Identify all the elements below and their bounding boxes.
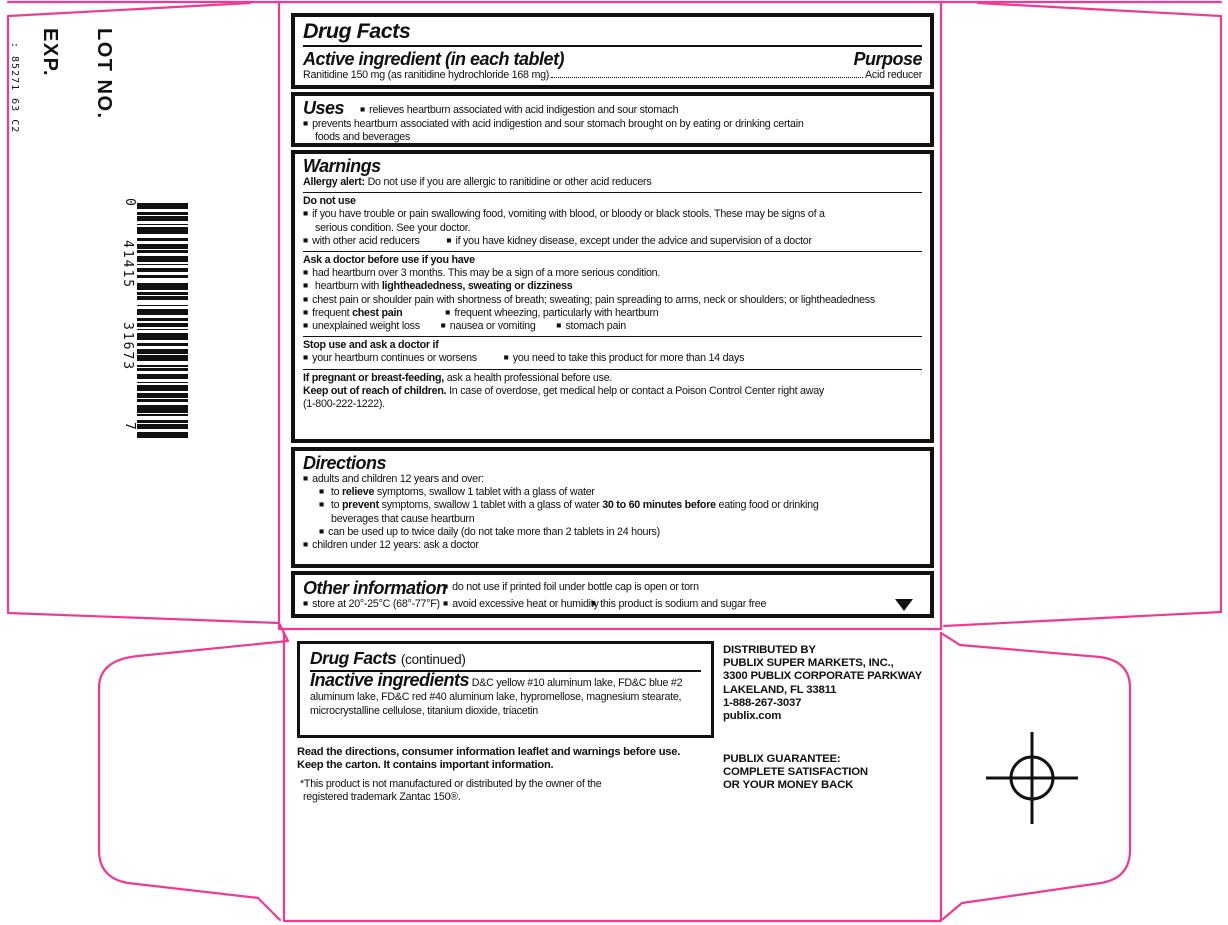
directions-box	[291, 447, 934, 568]
read-directions-line: Read the directions, consumer information leaflet and warnings before use.	[297, 746, 681, 758]
do-not-use-item: ■ if you have trouble or pain swallowing food, vomiting with blood, or bloody or black stools. These may be signs of a	[303, 208, 922, 221]
barcode-bar	[137, 333, 188, 340]
drug-facts-title: Drug Facts	[303, 19, 411, 43]
directions-bold: 30 to 60 minutes before	[602, 499, 716, 512]
uses-item: ■ prevents heartburn associated with acid indigestion and sour stomach brought on by eating or drinking certain	[303, 118, 922, 131]
guarantee-line: COMPLETE SATISFACTION	[723, 766, 868, 779]
barcode-bar	[137, 283, 188, 290]
barcode-bar	[137, 399, 188, 402]
do-not-use-item: ■ if you have kidney disease, except under the advice and supervision of a doctor	[446, 235, 811, 247]
barcode-bar	[137, 203, 188, 209]
ask-doctor-item-row	[303, 307, 922, 320]
barcode-bar	[137, 368, 188, 371]
distributor-line: LAKELAND, FL 33811	[723, 683, 837, 696]
distributor-phone: 1-888-267-3037	[723, 696, 802, 709]
directions-item: ■ adults and children 12 years and over:	[303, 473, 922, 486]
ask-doctor-item-row	[303, 320, 922, 333]
other-information-title: Other information	[303, 578, 447, 598]
barcode-bar	[137, 250, 188, 253]
distributor-line: PUBLIX SUPER MARKETS, INC.,	[723, 657, 894, 670]
divider	[303, 369, 922, 370]
divider	[303, 336, 922, 337]
warnings-box	[291, 150, 934, 443]
barcode-bar	[137, 238, 188, 241]
keep-out-of-reach-text: In case of overdose, get medical help or contact a Poison Control Center right away	[449, 384, 824, 397]
pregnant-text: ask a health professional before use.	[446, 371, 613, 384]
distributor-line: DISTRIBUTED BY	[723, 644, 816, 656]
active-ingredient-row	[303, 69, 922, 82]
ask-doctor-item-bold: chest pain	[352, 306, 403, 319]
directions-text: symptoms, swallow 1 tablet with a glass of water	[374, 486, 595, 499]
stop-use-title: Stop use and ask a doctor if	[303, 339, 439, 352]
divider	[303, 192, 922, 193]
directions-text: symptoms, swallow 1 tablet with a glass of water	[378, 499, 603, 512]
barcode-bar	[137, 227, 188, 234]
do-not-use-item-row	[303, 235, 922, 248]
do-not-use-title: Do not use	[303, 195, 356, 208]
barcode-bar	[137, 385, 188, 391]
stop-use-item: ■ you need to take this product for more than 14 days	[504, 352, 745, 364]
ask-doctor-item: ■ stomach pain	[556, 320, 626, 332]
uses-first-line	[303, 98, 922, 118]
directions-bold: relieve	[342, 486, 375, 499]
barcode-bar	[137, 268, 188, 272]
directions-text: eating food or drinking	[715, 499, 819, 512]
purpose-value: Acid reducer	[865, 69, 922, 81]
ask-doctor-title: Ask a doctor before use if you have	[303, 254, 475, 267]
ask-doctor-item: ■ had heartburn over 3 months. This may be a sign of a more serious condition.	[303, 267, 922, 280]
inactive-ingredients-paragraph	[310, 670, 701, 718]
pregnant-line	[303, 372, 922, 385]
barcode-digits-right: 31673	[120, 322, 135, 372]
uses-title: Uses	[303, 98, 345, 118]
allergy-alert-label: Allergy alert:	[303, 176, 365, 188]
keep-carton-line: Keep the carton. It contains important information.	[297, 759, 554, 771]
upc-barcode	[137, 203, 188, 439]
keep-out-of-reach-label: Keep out of reach of children.	[303, 384, 447, 397]
barcode-bar	[137, 432, 188, 438]
dieline-left-tuck-flap	[99, 641, 288, 920]
other-information-item: ■ do not use if printed foil under bottle cap is open or torn	[443, 581, 699, 594]
barcode-bar	[137, 323, 188, 327]
do-not-use-item: ■ with other acid reducers	[303, 235, 420, 247]
directions-text: to	[330, 499, 343, 512]
divider	[303, 251, 922, 252]
barcode-bar	[137, 256, 188, 262]
directions-bold: prevent	[342, 499, 379, 512]
purpose-header: Purpose	[853, 49, 922, 69]
dieline-right-flap	[944, 3, 1221, 626]
directions-sub-item: ■ can be used up to twice daily (do not take more than 2 tablets in 24 hours)	[319, 526, 922, 539]
ask-doctor-item-text: frequent	[312, 306, 353, 319]
barcode-bar	[137, 355, 188, 361]
active-ingredient-name: Ranitidine 150 mg (as ranitidine hydrochloride 168 mg)	[303, 69, 550, 81]
lot-number-label: LOT NO.	[93, 28, 115, 120]
drug-facts-header-box	[291, 13, 934, 89]
stop-use-item-row	[303, 352, 922, 365]
divider	[303, 45, 922, 47]
barcode-bar	[137, 405, 188, 412]
stop-use-item: ■ your heartburn continues or worsens	[303, 352, 477, 364]
directions-text: to	[330, 486, 343, 499]
ask-doctor-item: ■ unexplained weight loss	[303, 320, 420, 332]
directions-sub-item-continued: beverages that cause heartburn	[331, 512, 475, 525]
allergy-alert-text: Do not use if you are allergic to ranitidine or other acid reducers	[367, 176, 652, 188]
directions-content	[295, 451, 930, 554]
barcode-bar	[137, 296, 188, 300]
guarantee-line: PUBLIX GUARANTEE:	[723, 753, 841, 765]
registration-circle	[1011, 757, 1053, 799]
drug-facts-header-content	[295, 17, 930, 84]
warnings-content	[295, 154, 930, 413]
barcode-bar	[137, 216, 188, 220]
guarantee-line: OR YOUR MONEY BACK	[723, 779, 854, 792]
poison-control-phone: (1-800-222-1222).	[303, 398, 385, 411]
barcode-bar	[137, 382, 188, 383]
pregnant-label: If pregnant or breast-feeding,	[303, 371, 444, 384]
distributor-line: 3300 PUBLIX CORPORATE PARKWAY	[723, 670, 923, 683]
distributor-block	[723, 644, 922, 723]
trademark-disclaimer-line: *This product is not manufactured or distributed by the owner of the	[300, 778, 602, 790]
ask-doctor-item: ■ nausea or vomiting	[441, 320, 536, 332]
warnings-title: Warnings	[303, 156, 381, 176]
uses-item-continued: foods and beverages	[315, 131, 411, 144]
barcode-bar	[137, 420, 188, 423]
ask-doctor-item-text: heartburn with	[314, 280, 382, 293]
directions-sub-item	[319, 486, 922, 499]
keep-out-of-reach-line	[303, 385, 922, 398]
directions-sub-item	[319, 499, 922, 512]
do-not-use-item-continued: serious condition. See your doctor.	[315, 221, 471, 234]
inactive-ingredients-title: Inactive ingredients	[310, 670, 470, 690]
allergy-alert-line	[303, 176, 922, 189]
other-information-box	[291, 571, 934, 618]
barcode-digit-check: 7	[122, 422, 137, 432]
barcode-bar	[137, 264, 188, 265]
barcode-bar	[137, 224, 188, 225]
barcode-bar	[137, 212, 188, 215]
barcode-bar	[137, 309, 188, 315]
barcode-bar	[137, 424, 188, 428]
uses-item: ■ relieves heartburn associated with acid indigestion and sour stomach	[360, 104, 678, 116]
distributor-website: publix.com	[723, 710, 782, 723]
directions-title: Directions	[303, 453, 387, 473]
continued-suffix: (continued)	[400, 652, 466, 667]
uses-box	[291, 92, 934, 147]
barcode-bar	[137, 244, 188, 248]
other-information-item: ■ this product is sodium and sugar free	[591, 598, 766, 611]
print-code: : 85271 63 C2	[9, 42, 20, 134]
directions-item: ■ children under 12 years: ask a doctor	[303, 539, 922, 552]
barcode-bar	[137, 305, 188, 306]
dot-leader	[551, 77, 863, 78]
barcode-digit-system: 0	[122, 198, 137, 208]
ask-doctor-item	[303, 280, 922, 293]
expiration-label: EXP.	[39, 28, 61, 77]
more-content-arrow-icon	[895, 599, 913, 611]
active-ingredient-header: Active ingredient (in each tablet)	[303, 49, 565, 69]
ask-doctor-item: ■ chest pain or shoulder pain with shortness of breath; sweating; pain spreading to arms, neck or shoulders; or lightheadedness	[303, 294, 922, 307]
continued-title-line	[310, 647, 701, 669]
barcode-bar	[137, 414, 188, 415]
barcode-bar	[137, 365, 188, 366]
barcode-bar	[137, 275, 188, 278]
barcode-bar	[137, 374, 188, 378]
active-ingredient-header-row	[303, 49, 922, 69]
trademark-disclaimer-line: registered trademark Zantac 150®.	[303, 791, 461, 803]
ask-doctor-item-bold: lightheadedness, sweating or dizziness	[381, 280, 573, 293]
barcode-digits-left: 41415	[120, 240, 135, 290]
barcode-bar	[137, 329, 188, 330]
barcode-bar	[137, 349, 188, 353]
other-information-item: ■ avoid excessive heat or humidity	[443, 598, 599, 611]
drug-facts-continued-box	[297, 641, 714, 738]
barcode-bar	[137, 343, 188, 346]
inactive-ingredients-text: D&C yellow #10 aluminum lake, FD&C blue #2 aluminum lake, FD&C red #40 aluminum lake, hypromellose, magnesium stearate, microcrystalline cellulose, titanium dioxide, triacetin	[310, 677, 683, 717]
dieline-right-tuck-flap	[941, 633, 1130, 919]
barcode-bar	[137, 393, 188, 397]
other-information-item: ■ store at 20°-25°C (68°-77°F)	[303, 598, 440, 611]
continued-title: Drug Facts	[310, 648, 397, 668]
barcode-bar	[137, 292, 188, 295]
guarantee-block	[723, 753, 868, 793]
barcode-bar	[137, 318, 188, 321]
uses-content	[295, 96, 930, 146]
ask-doctor-item: ■ frequent wheezing, particularly with heartburn	[445, 307, 658, 319]
ask-doctor-item	[303, 307, 402, 319]
